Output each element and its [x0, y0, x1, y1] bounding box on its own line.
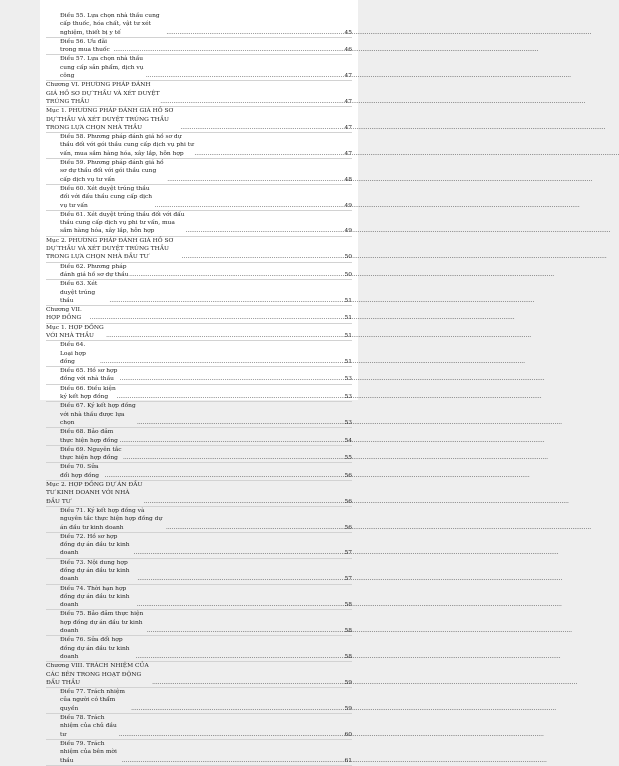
toc-entry-title: Điều 56. Ưu đãi trong mua thuốc — [60, 38, 110, 54]
toc-entry-title: Điều 71. Ký kết hợp đồng và nguyên tắc thực hiện hợp đồng dự án đầu tư kinh doanh — [60, 507, 163, 531]
toc-dot-leader — [160, 98, 343, 106]
toc-dot-leader — [137, 601, 344, 609]
toc-page-number: 47 — [344, 124, 352, 131]
toc-dot-leader — [120, 437, 344, 445]
toc-page-number: 60 — [344, 731, 352, 738]
toc-page-number: 57 — [344, 550, 352, 557]
toc-section-heading[interactable] — [46, 237, 352, 263]
toc-entry-title: Điều 63. Xét duyệt trúng thầu — [60, 281, 98, 304]
toc-page-number: 58 — [344, 653, 352, 660]
toc-dot-leader — [166, 29, 343, 37]
toc-entry[interactable] — [46, 610, 352, 636]
toc-dot-leader — [122, 757, 344, 765]
toc-page-number: 55 — [344, 455, 352, 462]
toc-entry-title: Điều 68. Bảo đảm thực hiện hợp đồng — [60, 429, 118, 444]
toc-entry[interactable] — [46, 341, 352, 367]
toc-entry-title: Điều 62. Phương pháp đánh giá hồ sơ dự thầu — [60, 263, 129, 278]
toc-page-number: 61 — [344, 757, 352, 764]
toc-entry[interactable] — [46, 507, 352, 533]
toc-page-number: 51 — [344, 315, 352, 322]
toc-entry-title: Điều 72. Hồ sơ hợp đồng dự án đầu tư kinh doanh — [60, 533, 130, 557]
toc-entry[interactable] — [46, 402, 352, 428]
toc-dot-leader — [166, 524, 343, 532]
toc-entry[interactable] — [46, 385, 352, 403]
toc-dot-leader — [182, 253, 344, 261]
toc-entry[interactable] — [46, 740, 352, 766]
toc-dot-leader — [185, 227, 343, 235]
toc-dot-leader — [134, 549, 344, 557]
toc-page-number: 53 — [344, 419, 352, 426]
toc-page-number: 48 — [344, 176, 352, 183]
toc-entry-title: Điều 70. Sửa đổi hợp đồng — [60, 464, 100, 479]
toc-page-number: 51 — [344, 297, 352, 304]
toc-entry[interactable] — [46, 428, 352, 446]
toc-entry[interactable] — [46, 211, 352, 237]
toc-page-number: 50 — [344, 271, 352, 278]
toc-entry-title: Điều 77. Trách nhiệm của người có thẩm quyền — [60, 689, 125, 712]
toc-dot-leader — [109, 297, 343, 305]
toc-entry-title: Điều 65. Hồ sơ hợp đồng với nhà thầu — [60, 368, 118, 383]
toc-dot-leader — [105, 472, 344, 480]
toc-page-number: 47 — [344, 73, 352, 80]
toc-entry-title: Điều 55. Lựa chọn nhà thầu cung cấp thuốc, hóa chất, vật tư xét nghiệm, thiết bị y tế — [60, 13, 160, 36]
toc-page-number: 57 — [344, 576, 352, 583]
toc-dot-leader — [100, 358, 344, 366]
toc-entry-title: Chương VIII. TRÁCH NHIỆM CỦA CÁC BÊN TRONG HOẠT ĐỘNG ĐẤU THẦU — [46, 663, 149, 686]
toc-entry-title: Điều 59. Phương pháp đánh giá hồ sơ dự thầu đối với gói thầu cung cấp dịch vụ tư vấn — [60, 160, 164, 183]
toc-entry[interactable] — [46, 185, 352, 211]
toc-entry[interactable] — [46, 55, 352, 81]
toc-dot-leader — [129, 271, 343, 279]
toc-entry[interactable] — [46, 533, 352, 559]
toc-page-number: 56 — [344, 472, 352, 479]
toc-page-number: 56 — [344, 524, 352, 531]
toc-entry[interactable] — [46, 714, 352, 740]
toc-entry[interactable] — [46, 38, 352, 56]
toc-entry[interactable] — [46, 280, 352, 306]
toc-dot-leader — [113, 46, 343, 54]
toc-section-heading[interactable] — [46, 481, 352, 507]
toc-entry[interactable] — [46, 446, 352, 464]
toc-entry[interactable] — [46, 688, 352, 714]
toc-entry-title: Điều 78. Trách nhiệm của chủ đầu tư — [60, 715, 117, 738]
toc-page-number: 58 — [344, 602, 352, 609]
toc-entry-title: Chương VI. PHƯƠNG PHÁP ĐÁNH GIÁ HỒ SƠ DỰ THẦU VÀ XÉT DUYỆT TRÚNG THẦU — [46, 82, 160, 105]
toc-entry[interactable] — [46, 367, 352, 385]
toc-entry-title: Mục 1. PHƯƠNG PHÁP ĐÁNH GIÁ HỒ SƠ DỰ THẦU VÀ XÉT DUYỆT TRÚNG THẦU TRONG LỰA CHỌN NHÀ THẦU — [46, 108, 174, 131]
toc-page-number: 45 — [344, 29, 352, 36]
toc-page-number: 59 — [344, 705, 352, 712]
toc-page-number: 54 — [344, 437, 352, 444]
toc-dot-leader — [119, 731, 344, 739]
toc-dot-leader — [90, 314, 344, 322]
toc-section-heading[interactable] — [46, 324, 352, 342]
table-of-contents — [46, 12, 352, 766]
toc-entry-title: Điều 75. Bảo đảm thực hiện hợp đồng dự án đầu tư kinh doanh — [60, 611, 144, 635]
toc-section-heading[interactable] — [46, 107, 352, 133]
toc-dot-leader — [137, 575, 343, 583]
toc-entry[interactable] — [46, 463, 352, 481]
toc-page-number: 56 — [344, 498, 352, 505]
toc-page-number: 51 — [344, 332, 352, 339]
toc-entry-title: Mục 2. HỢP ĐỒNG DỰ ÁN ĐẦU TƯ KINH DOANH VỚI NHÀ ĐẦU TƯ — [46, 482, 143, 505]
toc-dot-leader — [144, 498, 344, 506]
toc-dot-leader — [194, 150, 343, 158]
toc-entry[interactable] — [46, 636, 352, 662]
toc-dot-leader — [131, 705, 343, 713]
toc-entry-title: Điều 67. Ký kết hợp đồng với nhà thầu được lựa chọn — [60, 403, 136, 426]
toc-entry[interactable] — [46, 12, 352, 38]
toc-page-number: 47 — [344, 150, 352, 157]
toc-dot-leader — [106, 332, 343, 340]
toc-entry[interactable] — [46, 559, 352, 585]
toc-dot-leader — [155, 202, 344, 210]
toc-entry-title: Điều 79. Trách nhiệm của bên mời thầu — [60, 740, 117, 764]
toc-section-heading[interactable] — [46, 662, 352, 688]
toc-entry-title: Điều 74. Thời hạn hợp đồng dự án đầu tư kinh doanh — [60, 585, 130, 609]
toc-entry-title: Điều 57. Lựa chọn nhà thầu cung cấp sản phẩm, dịch vụ công — [60, 56, 144, 80]
toc-page-number: 49 — [344, 228, 352, 235]
toc-entry-title: Điều 61. Xét duyệt trúng thầu đối với đấu thầu cung cấp dịch vụ phi tư vấn, mua sắm hàng hóa, xây lắp, hỗn hợp — [60, 211, 185, 235]
toc-entry-title: Chương VII. HỢP ĐỒNG — [46, 307, 82, 322]
toc-dot-leader — [120, 375, 344, 383]
toc-page-number: 51 — [344, 358, 352, 365]
toc-page-number: 59 — [344, 679, 352, 686]
toc-dot-leader — [123, 454, 344, 462]
toc-entry-title: Điều 66. Điều kiện ký kết hợp đồng — [60, 385, 116, 401]
toc-dot-leader — [137, 419, 344, 427]
toc-entry[interactable] — [46, 585, 352, 611]
toc-entry[interactable] — [46, 133, 352, 159]
toc-page-number: 47 — [344, 98, 352, 105]
toc-entry-title: Điều 69. Nguyên tắc thực hiện hợp đồng — [60, 446, 122, 462]
toc-entry-title: Mục 1. HỢP ĐỒNG VỚI NHÀ THẦU — [46, 324, 104, 339]
toc-entry-title: Mục 2. PHƯƠNG PHÁP ĐÁNH GIÁ HỒ SƠ DỰ THẦU VÀ XÉT DUYỆT TRÚNG THẦU TRONG LỰA CHỌN NHÀ ĐẦU TƯ — [46, 237, 174, 261]
toc-page-number: 49 — [344, 202, 352, 209]
document-page — [40, 0, 358, 764]
toc-dot-leader — [152, 679, 343, 687]
toc-dot-leader — [180, 124, 343, 132]
toc-entry-title: Điều 64. Loại hợp đồng — [60, 342, 86, 365]
toc-dot-leader — [147, 627, 344, 635]
toc-page-number: 53 — [344, 376, 352, 383]
toc-entry-title: Điều 73. Nội dung hợp đồng dự án đầu tư kinh doanh — [60, 559, 130, 583]
toc-dot-leader — [136, 653, 344, 661]
toc-page-number: 53 — [344, 394, 352, 401]
toc-page-number: 58 — [344, 628, 352, 635]
toc-entry-title: Điều 76. Sửa đổi hợp đồng dự án đầu tư kinh doanh — [60, 637, 130, 660]
toc-entry-title: Điều 58. Phương pháp đánh giá hồ sơ dự thầu đối với gói thầu cung cấp dịch vụ phi tư vấn, mua sắm hàng hóa, xây lắp, hỗn hợp — [60, 134, 194, 157]
toc-page-number: 50 — [344, 254, 352, 261]
toc-page-number: 46 — [344, 47, 352, 54]
toc-entry[interactable] — [46, 263, 352, 281]
toc-entry-title: Điều 60. Xét duyệt trúng thầu đối với đấu thầu cung cấp dịch vụ tư vấn — [60, 185, 153, 209]
toc-dot-leader — [117, 393, 344, 401]
toc-section-heading[interactable] — [46, 81, 352, 107]
toc-section-heading[interactable] — [46, 306, 352, 324]
toc-dot-leader — [167, 176, 343, 184]
toc-entry[interactable] — [46, 159, 352, 185]
toc-dot-leader — [146, 72, 344, 80]
